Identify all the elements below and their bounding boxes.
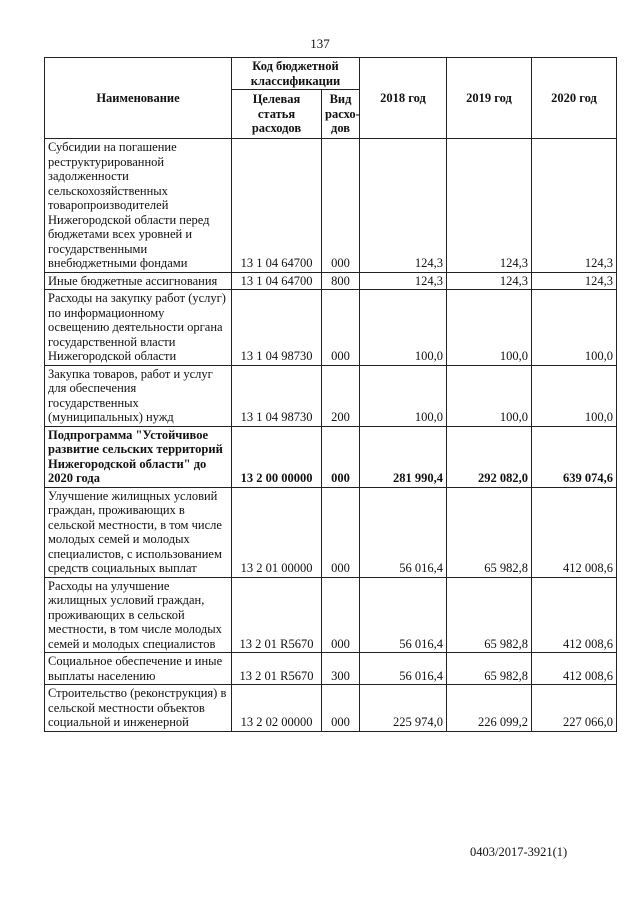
row-name: Подпрограмма "Устойчивое развитие сельских территорий Нижегородской области" до 2020 года xyxy=(45,426,232,487)
row-type: 000 xyxy=(322,685,360,732)
row-2019: 65 982,8 xyxy=(447,653,532,685)
document-code: 0403/2017-3921(1) xyxy=(470,845,568,859)
header-code-group: Код бюджетной классификации xyxy=(232,58,360,90)
row-code: 13 1 04 64700 xyxy=(232,139,322,273)
row-code: 13 2 01 R5670 xyxy=(232,653,322,685)
row-2019: 124,3 xyxy=(447,139,532,273)
row-2018: 124,3 xyxy=(360,139,447,273)
row-2018: 56 016,4 xyxy=(360,487,447,577)
row-2020: 124,3 xyxy=(532,139,617,273)
row-2019: 100,0 xyxy=(447,290,532,366)
header-2019: 2019 год xyxy=(447,58,532,139)
row-2018: 100,0 xyxy=(360,290,447,366)
row-2018: 100,0 xyxy=(360,365,447,426)
row-code: 13 1 04 98730 xyxy=(232,290,322,366)
row-2018: 56 016,4 xyxy=(360,577,447,653)
table-row xyxy=(45,487,617,577)
row-2018: 124,3 xyxy=(360,272,447,290)
table-row xyxy=(45,290,617,366)
row-2020: 412 008,6 xyxy=(532,577,617,653)
row-code: 13 2 01 R5670 xyxy=(232,577,322,653)
row-type: 300 xyxy=(322,653,360,685)
row-name: Строительство (реконструкция) в сельской местности объектов социальной и инженерной xyxy=(45,685,232,732)
row-type: 000 xyxy=(322,290,360,366)
table-row xyxy=(45,272,617,290)
row-name: Расходы на закупку работ (услуг) по информационному освещению деятельности органа государственной власти Нижегородской области xyxy=(45,290,232,366)
budget-table xyxy=(44,57,617,732)
row-name: Иные бюджетные ассигнования xyxy=(45,272,232,290)
row-2019: 124,3 xyxy=(447,272,532,290)
row-type: 000 xyxy=(322,139,360,273)
table-row xyxy=(45,685,617,732)
header-name: Наименование xyxy=(45,58,232,139)
row-name: Закупка товаров, работ и услуг для обеспечения государственных (муниципальных) нужд xyxy=(45,365,232,426)
table-row xyxy=(45,577,617,653)
row-code: 13 2 01 00000 xyxy=(232,487,322,577)
row-code: 13 2 00 00000 xyxy=(232,426,322,487)
row-name: Улучшение жилищных условий граждан, проживающих в сельской местности, в том числе молодых семей и молодых специалистов, с использованием средств социальных выплат xyxy=(45,487,232,577)
row-2020: 227 066,0 xyxy=(532,685,617,732)
table-row xyxy=(45,139,617,273)
header-2018: 2018 год xyxy=(360,58,447,139)
row-name: Субсидии на погашение реструктурированной задолженности сельскохозяйственных товаропроизводителей Нижегородской области перед бюджетами всех уровней и государственными внебюджетными фондами xyxy=(45,139,232,273)
row-2020: 412 008,6 xyxy=(532,487,617,577)
row-2019: 100,0 xyxy=(447,365,532,426)
row-type: 000 xyxy=(322,577,360,653)
table-row xyxy=(45,365,617,426)
header-target: Целевая статья расходов xyxy=(232,90,322,139)
row-type: 200 xyxy=(322,365,360,426)
table-row xyxy=(45,653,617,685)
row-type: 000 xyxy=(322,426,360,487)
table-row xyxy=(45,426,617,487)
row-2019: 226 099,2 xyxy=(447,685,532,732)
header-2020: 2020 год xyxy=(532,58,617,139)
row-2018: 225 974,0 xyxy=(360,685,447,732)
row-2019: 292 082,0 xyxy=(447,426,532,487)
row-2020: 412 008,6 xyxy=(532,653,617,685)
row-type: 800 xyxy=(322,272,360,290)
row-2020: 100,0 xyxy=(532,365,617,426)
row-2019: 65 982,8 xyxy=(447,577,532,653)
row-2020: 100,0 xyxy=(532,290,617,366)
row-2018: 56 016,4 xyxy=(360,653,447,685)
row-2020: 639 074,6 xyxy=(532,426,617,487)
row-2020: 124,3 xyxy=(532,272,617,290)
row-2019: 65 982,8 xyxy=(447,487,532,577)
row-name: Социальное обеспечение и иные выплаты населению xyxy=(45,653,232,685)
header-type: Вид расхо-дов xyxy=(322,90,360,139)
page-number: 137 xyxy=(310,36,330,51)
row-code: 13 2 02 00000 xyxy=(232,685,322,732)
row-name: Расходы на улучшение жилищных условий граждан, проживающих в сельской местности, в том числе молодых семей и молодых специалистов xyxy=(45,577,232,653)
row-2018: 281 990,4 xyxy=(360,426,447,487)
row-type: 000 xyxy=(322,487,360,577)
row-code: 13 1 04 64700 xyxy=(232,272,322,290)
row-code: 13 1 04 98730 xyxy=(232,365,322,426)
